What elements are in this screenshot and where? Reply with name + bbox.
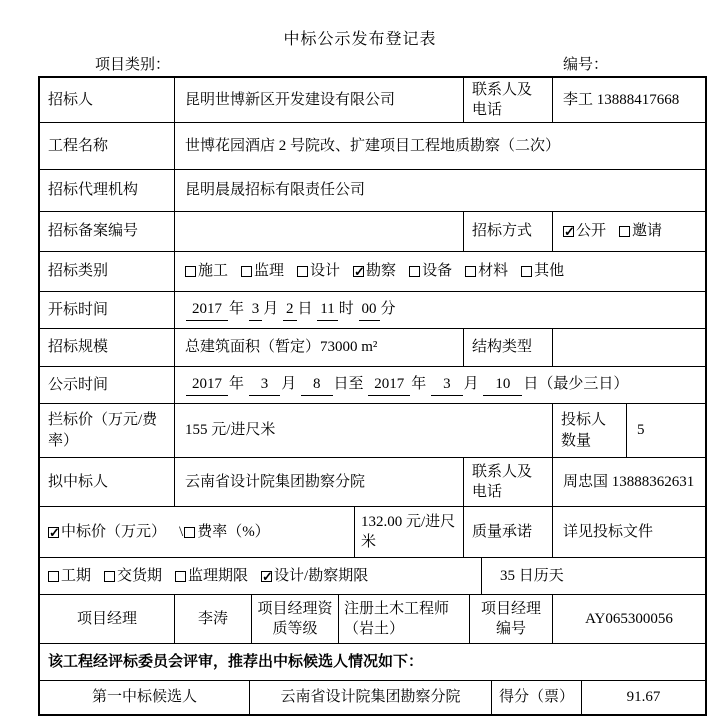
- checked-checkbox-icon: [563, 226, 574, 237]
- checkbox-supervision-period[interactable]: 监理期限: [175, 566, 248, 586]
- open-month-blank: 3: [249, 299, 263, 320]
- registration-table: [38, 76, 707, 716]
- quality-label: 质量承诺: [464, 507, 553, 557]
- record-label: 招标备案编号: [40, 212, 175, 251]
- duration-options: [40, 558, 482, 594]
- unchecked-checkbox-icon: [175, 571, 186, 582]
- bidder-count-label: 投标人数量: [553, 404, 627, 457]
- row-win-price: [40, 507, 705, 558]
- agency-value: 昆明晨晟招标有限责任公司: [185, 182, 366, 199]
- checkbox-win-price[interactable]: ✓ 中标价（万元）: [48, 522, 166, 542]
- unchecked-checkbox-icon: [297, 266, 308, 277]
- unchecked-checkbox-icon: [104, 571, 115, 582]
- open-time-label: 开标时间: [40, 292, 175, 328]
- method-options: [553, 212, 705, 251]
- bidder-contact-value: 李工 13888417668: [563, 91, 680, 108]
- checkbox-fee-rate[interactable]: 费率（%）: [184, 522, 270, 542]
- winner-contact-label: 联系人及电话: [464, 458, 553, 506]
- win-price-value: 132.00 元/进尺米: [355, 507, 464, 557]
- manager-grade-label: 项目经理资质等级: [252, 595, 339, 643]
- checkbox-method-invite[interactable]: 邀请: [619, 221, 662, 241]
- row-publicity-time: [40, 367, 705, 404]
- review-note: 该工程经评标委员会评审，推荐出中标候选人情况如下：: [48, 653, 424, 670]
- row-open-time: [40, 292, 705, 329]
- subheader: [0, 49, 720, 76]
- open-hour-blank: 11: [317, 299, 337, 320]
- candidate-score-value: 91.67: [626, 689, 661, 706]
- row-ceiling-price: [40, 404, 705, 458]
- publicity-to-year-blank: 2017: [368, 374, 410, 395]
- checkbox-other[interactable]: 其他: [521, 261, 564, 281]
- category-options: [175, 252, 705, 291]
- manager-no-value: AY065300056: [585, 610, 673, 627]
- row-bidder: [40, 78, 705, 123]
- checkbox-material[interactable]: 材料: [465, 261, 508, 281]
- publicity-time-value: 2017 年 3 月 8 日至 2017 年 3 月 10 日（最少三日）: [175, 367, 705, 403]
- checkbox-design[interactable]: 设计: [297, 261, 340, 281]
- checkbox-construction-period[interactable]: 工期: [48, 566, 91, 586]
- project-name-value: 世博花园酒店 2 号院改、扩建项目工程地质勘察（二次）: [185, 137, 561, 154]
- structure-type-value: [553, 329, 705, 366]
- checkbox-supervision[interactable]: 监理: [241, 261, 284, 281]
- proposed-winner-label: 拟中标人: [40, 458, 175, 506]
- method-label: 招标方式: [464, 212, 553, 251]
- page-title: 中标公示发布登记表: [283, 31, 437, 48]
- publicity-from-year-blank: 2017: [186, 374, 228, 395]
- unchecked-checkbox-icon: [521, 266, 532, 277]
- row-manager: [40, 595, 705, 644]
- open-minute-blank: 00: [359, 299, 380, 320]
- project-name-label: 工程名称: [40, 123, 175, 169]
- publicity-to-month-blank: 3: [431, 374, 463, 395]
- agency-label: 招标代理机构: [40, 170, 175, 211]
- project-category-label: 项目类别：: [95, 57, 171, 73]
- checkbox-equipment[interactable]: 设备: [409, 261, 452, 281]
- row-first-candidate: [40, 681, 705, 714]
- publicity-time-label: 公示时间: [40, 367, 175, 403]
- row-duration: [40, 558, 705, 595]
- publicity-from-day-blank: 8: [301, 374, 333, 395]
- first-candidate-value: 云南省设计院集团勘察分院: [250, 681, 492, 714]
- bidder-count-value: 5: [637, 422, 645, 439]
- unchecked-checkbox-icon: [241, 266, 252, 277]
- proposed-winner-value: 云南省设计院集团勘察分院: [175, 458, 464, 506]
- open-time-value: 2017 年 3 月 2 日 11 时 00 分: [175, 292, 705, 328]
- winner-contact-value: 周忠国 13888362631: [563, 473, 695, 490]
- checked-checkbox-icon: [353, 266, 364, 277]
- checkbox-delivery-period[interactable]: 交货期: [104, 566, 162, 586]
- structure-type-label: 结构类型: [464, 329, 553, 366]
- unchecked-checkbox-icon: [48, 571, 59, 582]
- duration-value: 35 日历天: [500, 567, 564, 584]
- row-proposed-winner: [40, 458, 705, 507]
- unchecked-checkbox-icon: [184, 527, 195, 538]
- row-record-method: [40, 212, 705, 252]
- scale-value: 总建筑面积（暂定）73000 m²: [175, 329, 464, 366]
- checkbox-method-open[interactable]: ✓ 公开: [563, 221, 606, 241]
- row-scale: [40, 329, 705, 367]
- checkbox-design-survey-period[interactable]: ✓ 设计/勘察期限: [261, 566, 368, 586]
- row-project-name: [40, 123, 705, 170]
- row-category: [40, 252, 705, 292]
- win-price-options: [40, 507, 355, 557]
- serial-label: 编号：: [562, 57, 608, 73]
- bidder-contact-label: 联系人及电话: [464, 78, 553, 122]
- record-value: [175, 212, 464, 251]
- ceiling-price-label: 拦标价（万元/费率）: [40, 404, 175, 457]
- publicity-from-month-blank: 3: [249, 374, 281, 395]
- open-year-blank: 2017: [186, 299, 228, 320]
- manager-label: 项目经理: [40, 595, 175, 643]
- first-candidate-label: 第一中标候选人: [40, 681, 250, 714]
- unchecked-checkbox-icon: [409, 266, 420, 277]
- manager-no-label: 项目经理编号: [470, 595, 553, 643]
- unchecked-checkbox-icon: [619, 226, 630, 237]
- scale-label: 招标规模: [40, 329, 175, 366]
- manager-grade-value: 注册土木工程师（岩土）: [339, 595, 470, 643]
- win-price-separator: \: [179, 523, 184, 540]
- bidder-value: 昆明世博新区开发建设有限公司: [175, 78, 464, 122]
- open-day-blank: 2: [283, 299, 297, 320]
- bidder-label: 招标人: [40, 78, 175, 122]
- category-label: 招标类别: [40, 252, 175, 291]
- candidate-score-label: 得分（票）: [492, 681, 582, 714]
- checked-checkbox-icon: [261, 571, 272, 582]
- checked-checkbox-icon: [48, 527, 59, 538]
- publicity-to-day-blank: 10: [483, 374, 522, 395]
- checkbox-survey[interactable]: ✓ 勘察: [353, 261, 396, 281]
- unchecked-checkbox-icon: [185, 266, 196, 277]
- ceiling-price-value: 155 元/进尺米: [175, 404, 553, 457]
- manager-name: 李涛: [175, 595, 252, 643]
- row-review-note: [40, 644, 705, 681]
- quality-value: 详见投标文件: [563, 523, 654, 540]
- row-agency: [40, 170, 705, 212]
- checkbox-construction[interactable]: 施工: [185, 261, 228, 281]
- unchecked-checkbox-icon: [465, 266, 476, 277]
